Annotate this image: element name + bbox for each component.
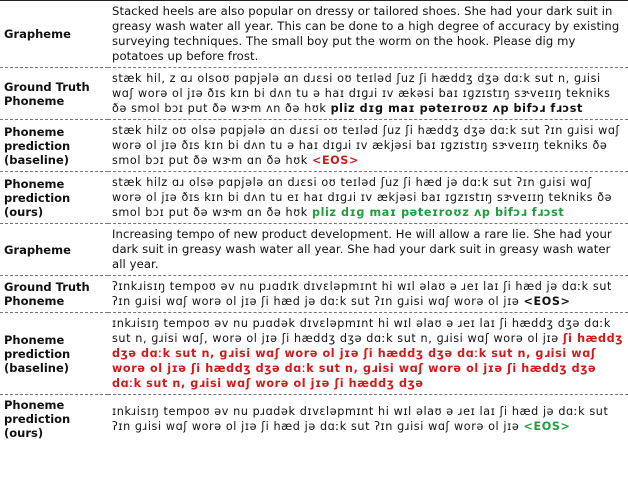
row-text (108, 172, 628, 224)
table-row (0, 68, 628, 120)
row-label: Phoneme prediction (ours) (4, 398, 71, 440)
table-row (0, 172, 628, 224)
phoneme-text: stæk hil, z ɑɹ olsoʊ pɑpjələ ɑn dɹɛsi oʊ teɪləd ʃuz ʃi hæddʒ dʒə dɑːk sut n, ɡɹisi wɑʃ worə ol jɪə ðɪs kɪn bi dʌn tu ə haɪ dɪɡɹi ɪv ækəsi baɪ ɪɡzɪstɪŋ sɝveɪɪŋ tekniks ðə smol bɔɪ put ðə wɝm ʌn ðə hʊk (112, 72, 611, 115)
table-row (0, 313, 628, 395)
phoneme-text: ɪnkɹisɪŋ tempoʊ əv nu pɹɑdək dɪvɛləpmɪnt hi wɪl əlaʊ ə ɹeɪ laɪ ʃi hæd jə dɑːk sut ʔɪn ɡɹisi wɑʃ worə ol jɪə ʃi hæd jə dɑːk sut ʔɪn ɡɹisi wɑʃ worə ol jɪə (112, 405, 609, 433)
row-text (108, 120, 628, 172)
eos-token: <EOS> (523, 295, 571, 308)
phoneme-text: ɪnkɹisɪŋ tempoʊ əv nu pɹɑdək dɪvɛləpmɪnt hi wɪl əlaʊ ə ɹeɪ laɪ ʃi hæddʒ dʒə dɑːk sut n, ɡɹisi wɑʃ, worə ol jɪə ʃi hæddʒ dʒə dɑːk sut n, ɡɹisi wɑʃ worə ol jɪə (112, 317, 611, 345)
phoneme-text: ʔɪnkɹisɪŋ tempoʊ əv nu pɹɑdɪk dɪvɛləpmɪnt hi wɪl əlaʊ ə ɹeɪ laɪ ʃi hæd jə dɑːk sut ʔɪn ɡɹisi wɑʃ worə ol jɪə ʃi hæd jə dɑːk sut ʔɪn ɡɹisi wɑʃ worə ol jɪə (112, 280, 613, 308)
row-label: Phoneme prediction (ours) (4, 176, 71, 219)
row-label: Phoneme prediction (baseline) (4, 124, 71, 167)
row-label: Grapheme (4, 242, 71, 257)
grapheme-text: Increasing tempo of new product development. He will allow a rare lie. She had your dark suit in greasy wash water all year. She had your dark suit in greasy wash water all year. (112, 227, 612, 271)
row-label: Ground Truth Phoneme (4, 79, 90, 108)
repeated-error-segment: ʃi hæddʒ dʒə dɑːk sut n, ɡɹisi wɑʃ worə ol jɪə ʃi hæddʒ dʒə dɑːk sut n, ɡɹisi wɑʃ worə ol jɪə ʃi hæddʒ dʒə dɑːk sut n, ɡɹisi wɑʃ worə ol jɪə ʃi hæddʒ dʒə dɑːk sut n, ɡɹisi wɑʃ worə ol jɪə ʃi hæddʒ dʒə (112, 332, 623, 390)
row-text (108, 68, 628, 120)
table-row (0, 120, 628, 172)
eos-token: <EOS> (523, 420, 571, 433)
row-label: Phoneme prediction (baseline) (4, 332, 71, 375)
row-text (108, 224, 628, 276)
grapheme-text: Stacked heels are also popular on dressy or tailored shoes. She had your dark suit in greasy wash water all year. This can be done to a high degree of accuracy by existing surveying techniques. The small boy put the worm on the hook. Please dig my potatoes up before frost. (112, 4, 620, 63)
row-text (108, 313, 628, 395)
table-row (0, 395, 628, 444)
row-label: Grapheme (4, 27, 71, 41)
row-label: Ground Truth Phoneme (4, 280, 90, 308)
row-text (108, 276, 628, 313)
phoneme-bold-segment: pliz dɪɡ maɪ pəteɪroʊz ʌp bifɔɹ fɹɔst (330, 102, 583, 115)
eos-token: <EOS> (311, 154, 359, 167)
phoneme-text: stæk hilz ɑɹ olsə pɑpjələ ɑn dɹɛsi oʊ teɪləd ʃuz ʃi hæd jə dɑːk sut ʔɪn ɡɹisi wɑʃ worə ol jɪə ðɪs kɪn bi dʌn tu eɪ haɪ dɪɡɹi ɪv ækjəsi baɪ ɪɡzɪstɪŋ sɝveɪɪŋ tekniks ðə smol bɔɪ put ðə wɝm ɑn ðə hʊk (112, 176, 613, 219)
row-text (108, 395, 628, 444)
row-text (108, 1, 628, 68)
table-row (0, 276, 628, 313)
phoneme-text: stæk hilz oʊ olsə pɑpjələ ɑn dɹɛsi oʊ teɪləd ʃuz ʃi hæddʒ dʒə dɑːk sut ʔɪn ɡɹisi wɑʃ worə ol jɪə ðɪs kɪn bi dʌn tu ə haɪ dɪɡɹi ɪv ækjəsi baɪ ɪɡzɪstɪŋ sɝveɪɪŋ tekniks ðə smol bɔɪ put ðə wɝm ɑn ðə hʊk (112, 124, 620, 167)
table-row (0, 224, 628, 276)
table-row (0, 1, 628, 68)
phoneme-correct-segment: pliz dɪɡ maɪ pəteɪroʊz ʌp bifɔɹ fɹɔst (311, 206, 565, 219)
